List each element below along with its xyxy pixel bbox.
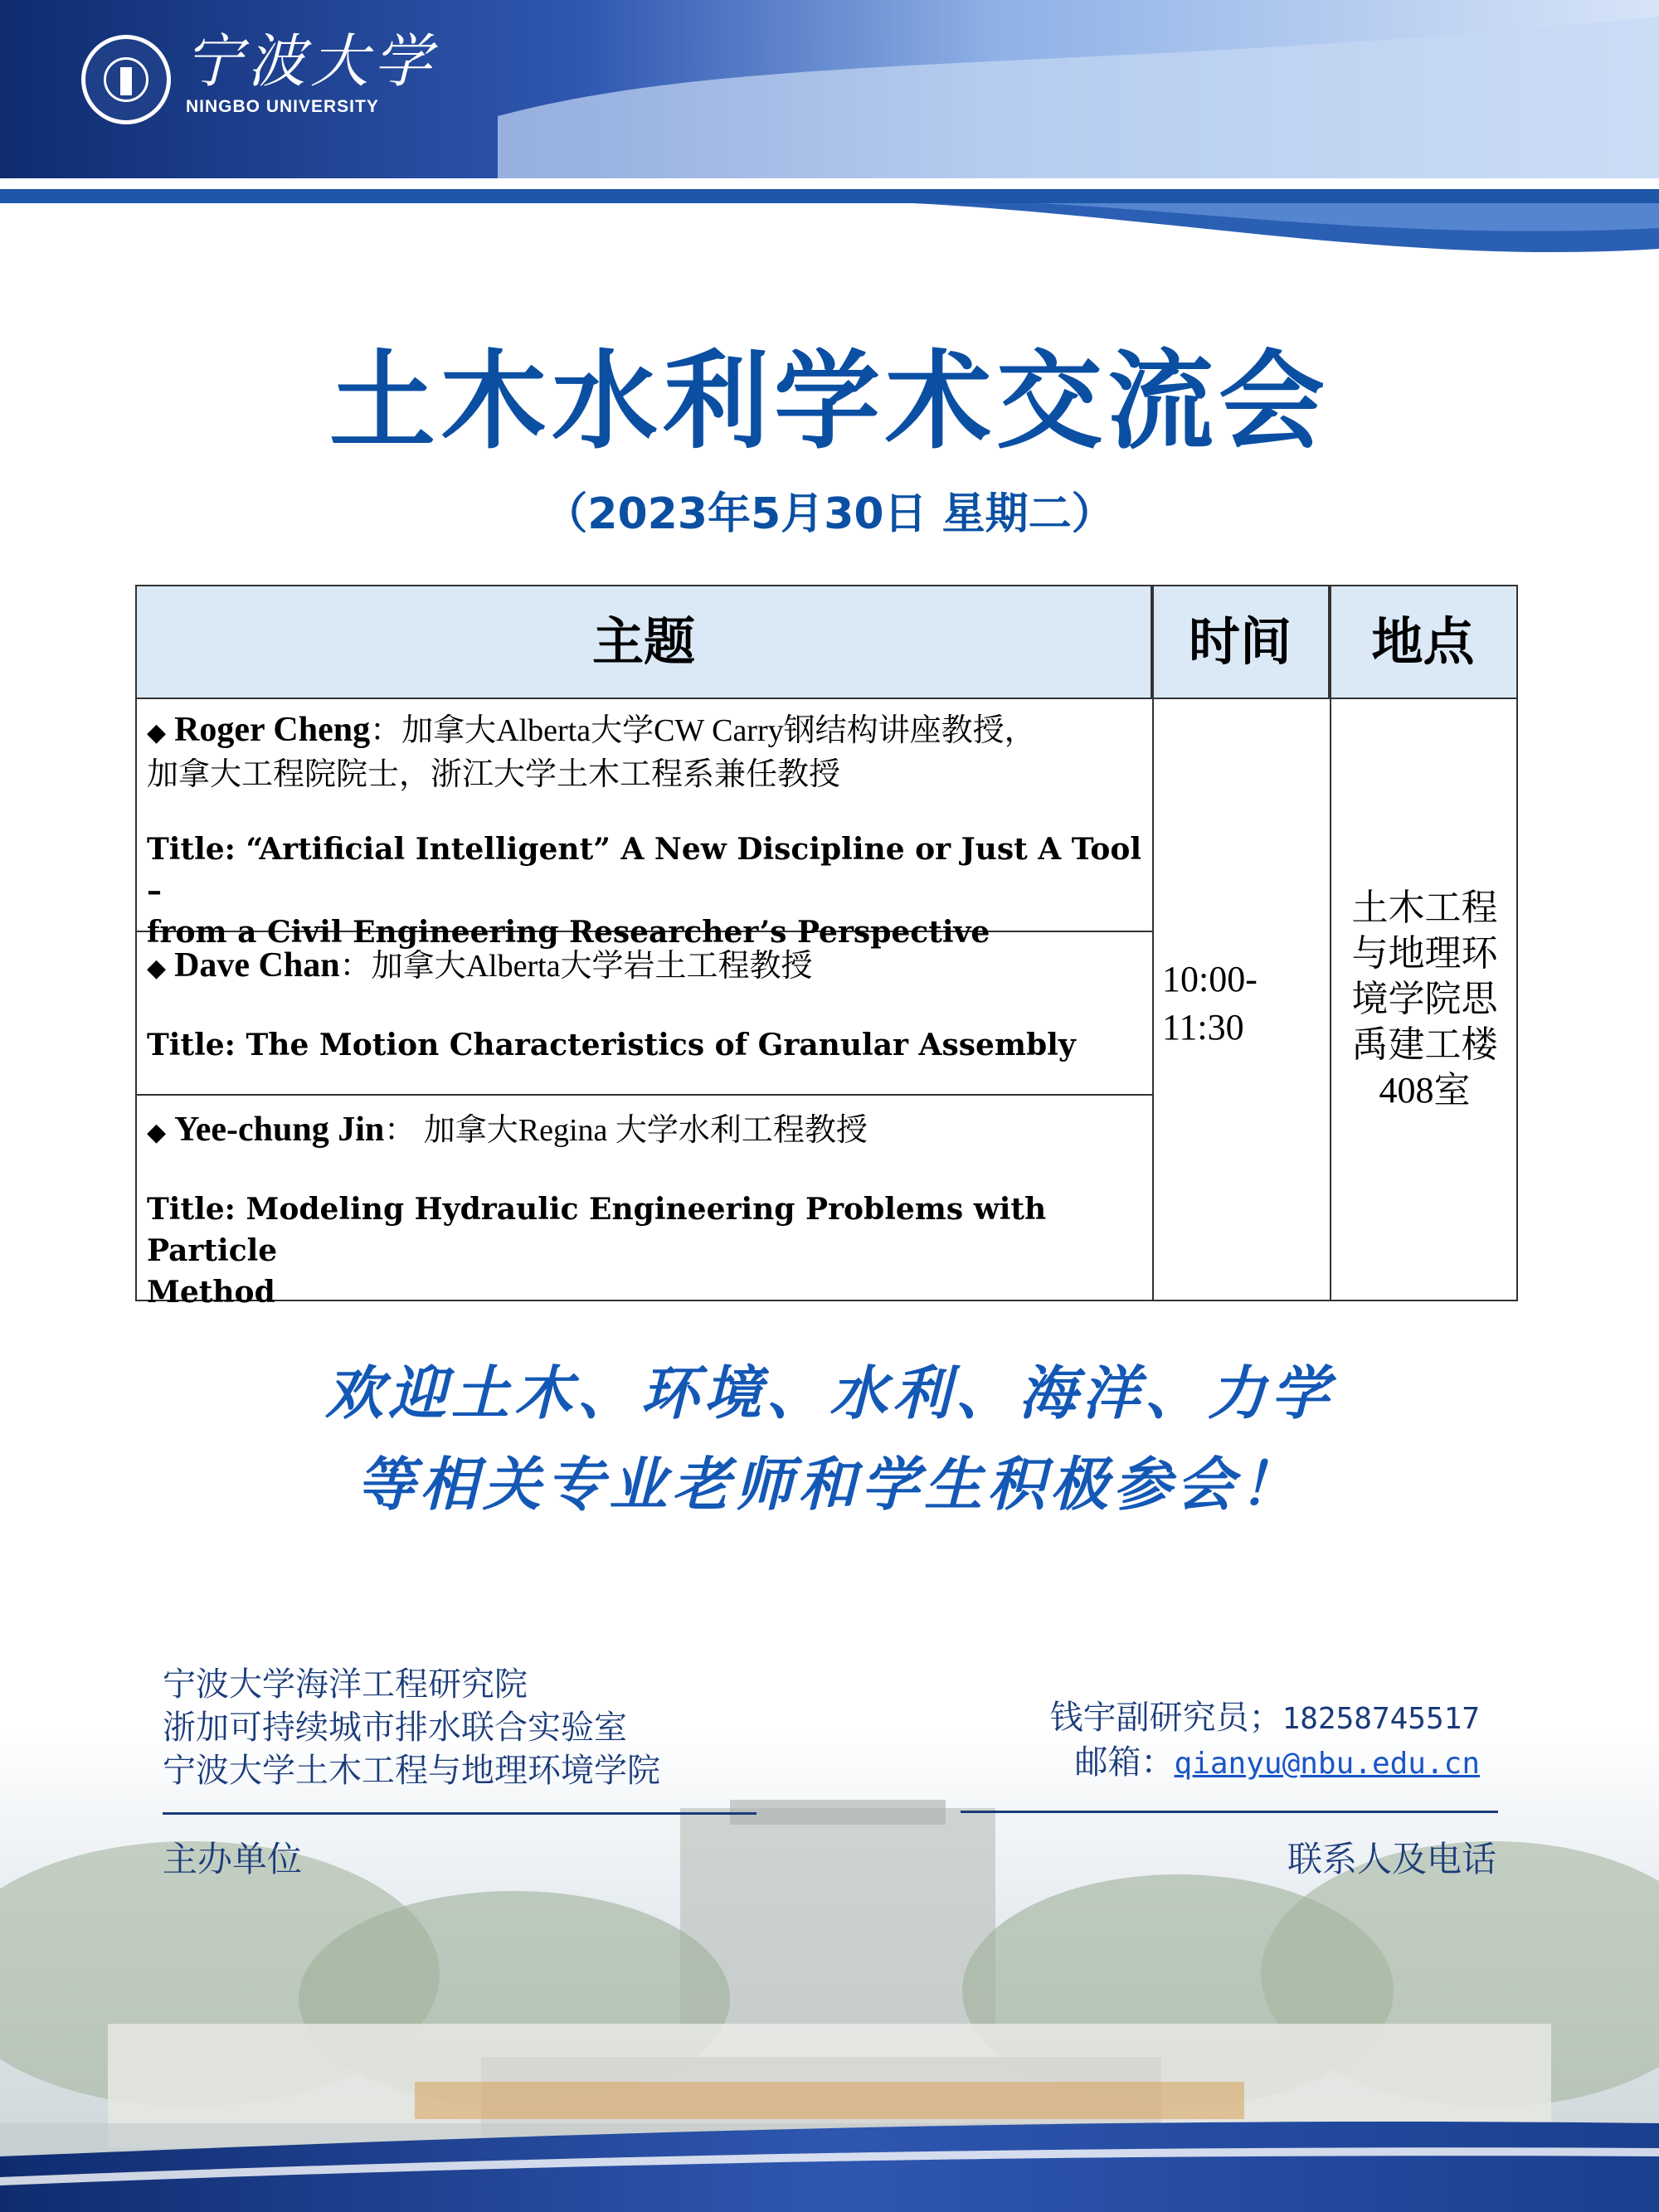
time-cell [1162,955,1320,1052]
contact-phone: 18258745517 [1282,1702,1480,1736]
speaker-affiliation: 加拿大工程院院士，浙江大学土木工程系兼任教授 [147,757,841,792]
organizer-label: 主办单位 [163,1841,303,1879]
event-date: （2023年5月30日 星期二） [544,489,1115,539]
talk-title: Method [147,1275,275,1310]
header-time: 时间 [1152,586,1330,698]
header-place: 地点 [1330,586,1516,698]
speaker-name: Roger Cheng [174,711,371,749]
header-topic: 主题 [137,586,1152,698]
talk-row-2 [147,945,1142,1066]
place-line: 408室 [1379,1070,1471,1111]
speaker-line [147,709,1142,754]
place-line: 禹建工楼 [1351,1024,1498,1065]
email-link[interactable]: qianyu@nbu.edu.cn [1174,1747,1480,1781]
table-divider [137,1094,1152,1096]
place-line: 与地理环 [1351,933,1498,974]
talk-row-1 [147,709,1142,953]
email-label: 邮箱： [1074,1743,1175,1781]
speaker-line [147,945,1142,989]
university-name-cn: 宁波大学 [184,27,436,95]
contact-person: 钱宇副研究员； [1049,1699,1282,1736]
university-logo-seal [81,35,171,124]
contact-block [1050,1696,1480,1786]
bullet-icon: ◆ [147,718,167,747]
campus-photo [0,1725,1659,2212]
speaker-affiliation: ：加拿大Alberta大学CW Carry钢结构讲座教授， [370,713,1036,748]
divider-line [163,1812,757,1815]
schedule-table [135,585,1518,1310]
talk-row-3 [147,1109,1142,1313]
place-line: 土木工程 [1351,887,1498,928]
speaker-name: Yee-chung Jin [174,1111,385,1149]
time-start: 10:00- [1162,959,1258,999]
talk-title: Title: Modeling Hydraulic Engineering Problems with Particle [147,1192,1047,1268]
time-end: 11:30 [1162,1007,1244,1048]
speaker-affiliation: ： 加拿大Regina 大学水利工程教授 [384,1113,868,1148]
organizer-name: 浙加可持续城市排水联合实验室 [163,1709,627,1746]
place-line: 境学院思 [1351,979,1498,1019]
bullet-icon: ◆ [147,1118,167,1147]
contact-label: 联系人及电话 [1287,1841,1496,1879]
organizer-list [163,1663,660,1792]
page-title: 土木水利学术交流会 [328,340,1330,464]
table-divider [137,698,1516,699]
table-divider [1330,586,1331,1300]
speaker-name: Dave Chan [174,946,340,984]
university-name-en: NINGBO UNIVERSITY [186,97,379,116]
organizer-name: 宁波大学土木工程与地理环境学院 [163,1752,660,1789]
organizer-name: 宁波大学海洋工程研究院 [163,1665,528,1703]
welcome-line-2: 等相关专业老师和学生积极参会！ [357,1451,1302,1519]
speaker-affiliation: ：加拿大Alberta大学岩土工程教授 [339,949,813,984]
talk-title: Title: “Artificial Intelligent” A New Discipline or Just A Tool – [147,832,1142,908]
welcome-line-1: 欢迎土木、环境、水利、海洋、力学 [325,1359,1334,1427]
speaker-line [147,1109,1142,1154]
divider-line [961,1811,1498,1813]
table-divider [1152,586,1154,1300]
talk-title: Title: The Motion Characteristics of Granular Assembly [147,1028,1076,1062]
place-cell [1340,885,1510,1113]
bullet-icon: ◆ [147,954,167,983]
talk-title: from a Civil Engineering Researcher’s Perspective [147,915,990,950]
